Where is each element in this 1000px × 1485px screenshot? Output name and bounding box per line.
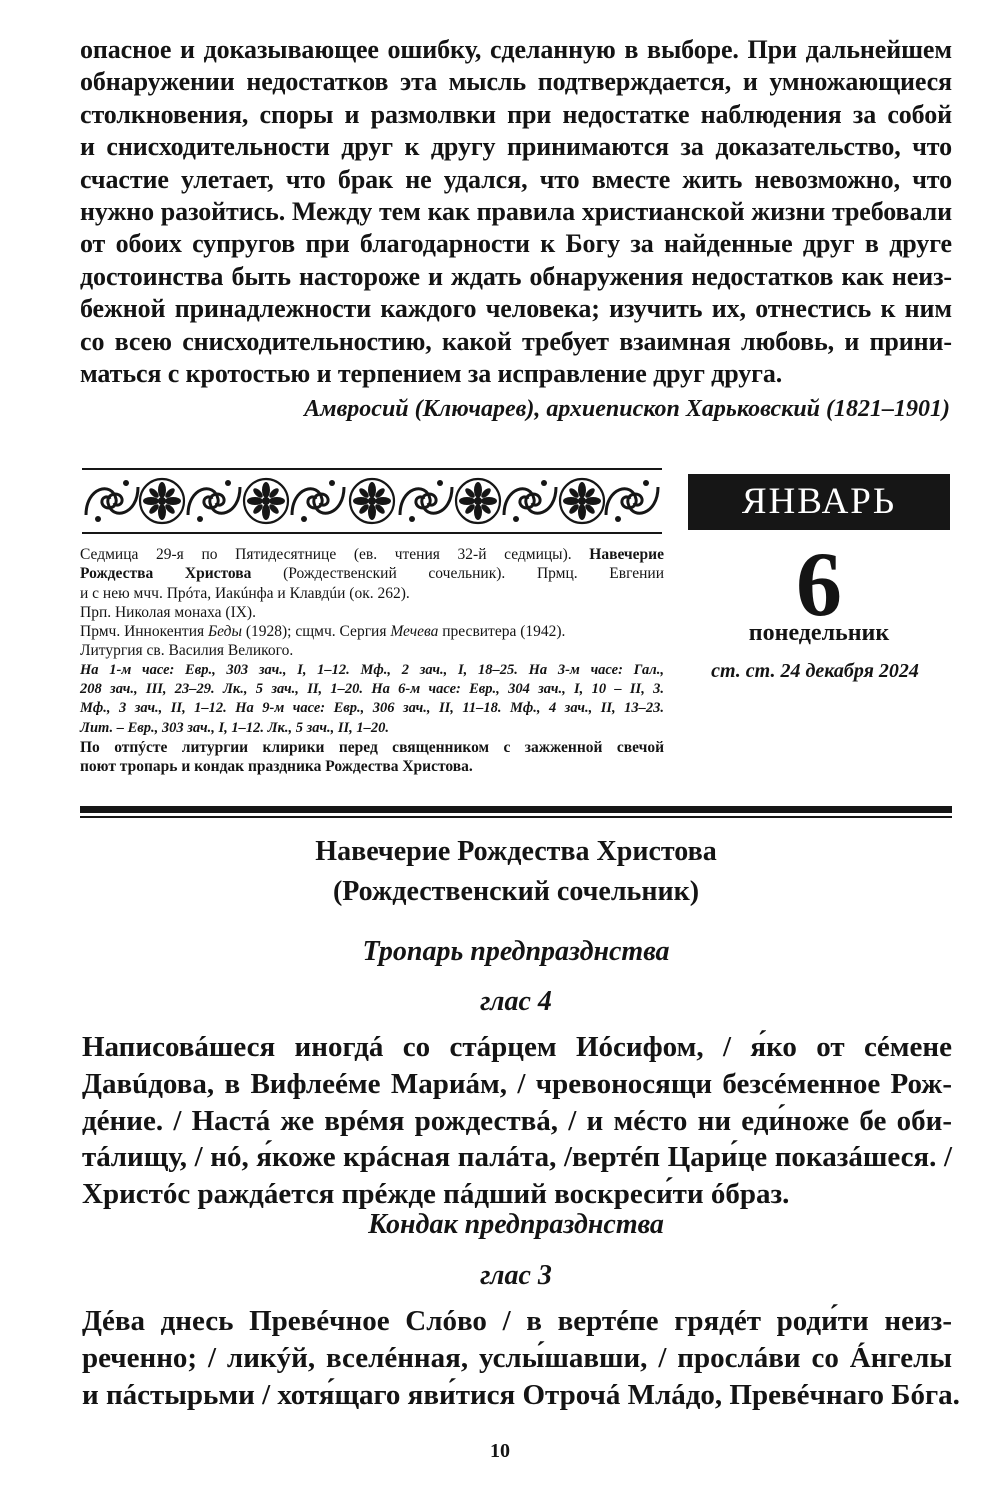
- info-line: По отпýсте литургии клирики перед священником с зажженной свечой: [80, 738, 664, 756]
- feast-title: Навечерие Рождества Христова: [315, 836, 717, 867]
- kontakion-tone: глас 3: [480, 1260, 552, 1291]
- troparion-line: Давúдова, в Вифлеéме Мариáм, / чревоносящи безсéменное Рож-: [82, 1067, 952, 1100]
- intro-line: от обоих супругов при благодарности к Богу за найденные друг в друге: [80, 229, 952, 259]
- ornament-border: [80, 466, 664, 536]
- intro-line: счастие улетает, что брак не удался, что вместе жить невозможно, что: [80, 164, 952, 194]
- intro-line: маться с кротостью и терпением за исправление друг друга.: [80, 358, 783, 388]
- day-number: 6: [796, 533, 842, 635]
- info-line: Литургия св. Василия Великого.: [80, 642, 294, 660]
- info-line: Прмч. Иннокентия Беды (1928); сщмч. Сергия Мечева пресвитера (1942).: [80, 623, 566, 641]
- info-line: 208 зач., III, 23–29. Лк., 5 зач., II, 1–20. На 6-м часе: Евр., 304 зач., I, 10 – II, 3.: [80, 681, 664, 698]
- info-line: На 1-м часе: Евр., 303 зач., I, 1–12. Мф., 2 зач., I, 18–25. На 3-м часе: Гал.,: [80, 661, 664, 678]
- troparion-line: дéние. / Настá же врéмя рождествá, / и мéсто ни еди́ноже бе оби-: [82, 1104, 952, 1137]
- info-line: Прп. Николая монаха (IX).: [80, 603, 256, 621]
- month-label: ЯНВАРЬ: [688, 474, 950, 530]
- troparion-line: тáлищу, / нó, я́коже крáсная палáта, /вертéп Цари́це показáшеся. /: [82, 1141, 952, 1174]
- intro-paragraph: [80, 34, 952, 390]
- feast-subtitle: (Рождественский сочельник): [332, 876, 700, 907]
- kontakion-heading: Кондак предпразднства: [368, 1209, 664, 1240]
- troparion-line: Христóс раждáется прéжде пáдший воскреси́ти óбраз.: [82, 1178, 790, 1211]
- divider-thick: [80, 806, 952, 813]
- weekday: понедельник: [748, 620, 890, 646]
- intro-line: обнаружении недостатков эта мысль подтверждается, и умножающиеся: [80, 67, 952, 97]
- intro-line: опасное и доказывающее ошибку, сделанную в выборе. При дальнейшем: [80, 35, 952, 64]
- info-line: Мф., 3 зач., II, 1–12. На 9-м часе: Евр., 306 зач., II, 11–18. Мф., 4 зач., II, 13–23.: [80, 700, 664, 717]
- old-style-date: ст. ст. 24 декабря 2024: [711, 660, 919, 682]
- troparion-tone: глас 4: [480, 986, 552, 1017]
- kontakion-line: реченно; / ликýй, вселéнная, услы́шавши, / прослáви со Áнгелы: [82, 1341, 952, 1374]
- troparion-line: Написовáшеся иногдá со стáрцем Иóсифом, / я́ко от сéмене: [82, 1031, 952, 1063]
- intro-line: бежной принадлежности каждого человека; изучить их, отнестись к ним: [80, 294, 952, 324]
- intro-line: столкновения, споры и размолвки при недостатке наблюдения за собой: [80, 99, 952, 129]
- troparion-text: [82, 1029, 952, 1213]
- page-number: 10: [490, 1440, 510, 1462]
- intro-line: нужно разойтись. Между тем как правила христианской жизни требовали: [80, 196, 952, 226]
- info-line: Лит. – Евр., 303 зач., I, 1–12. Лк., 5 зач., II, 1–20.: [80, 719, 389, 736]
- info-line: поют тропарь и кондак праздника Рождества Христова.: [80, 758, 473, 776]
- info-line: Рождества Христова (Рождественский сочельник). Прмц. Евгении: [80, 565, 665, 583]
- troparion-heading: Тропарь предпразднства: [362, 936, 670, 967]
- intro-line: достоинства быть настороже и ждать обнаружения недостатков как неиз-: [80, 261, 952, 291]
- divider-thin: [80, 816, 952, 818]
- info-line: и с нею мчч. Прóта, Иакúнфа и Клавдúи (ок. 262).: [80, 584, 410, 602]
- intro-line: и снисходительности друг к другу принимаются за доказательство, что: [80, 132, 952, 162]
- kontakion-text: [82, 1303, 960, 1413]
- kontakion-line: и пáстырьми / хотя́щаго яви́тися Отрочá Млáдо, Превéчнаго Бóга.: [82, 1378, 960, 1411]
- quote-author: Амвросий (Ключарев), архиепископ Харьковский (1821–1901): [304, 396, 950, 422]
- day-info: [80, 545, 664, 777]
- kontakion-line: Дéва днесь Превéчное Слóво / в вертéпе грядéт роди́ти неиз-: [82, 1305, 952, 1337]
- intro-line: со всею снисходительностию, какой требует взаимная любовь, и прини-: [80, 326, 952, 356]
- info-line: Седмица 29-я по Пятидесятнице (ев. чтения 32-й седмицы). Навечерие: [80, 546, 664, 563]
